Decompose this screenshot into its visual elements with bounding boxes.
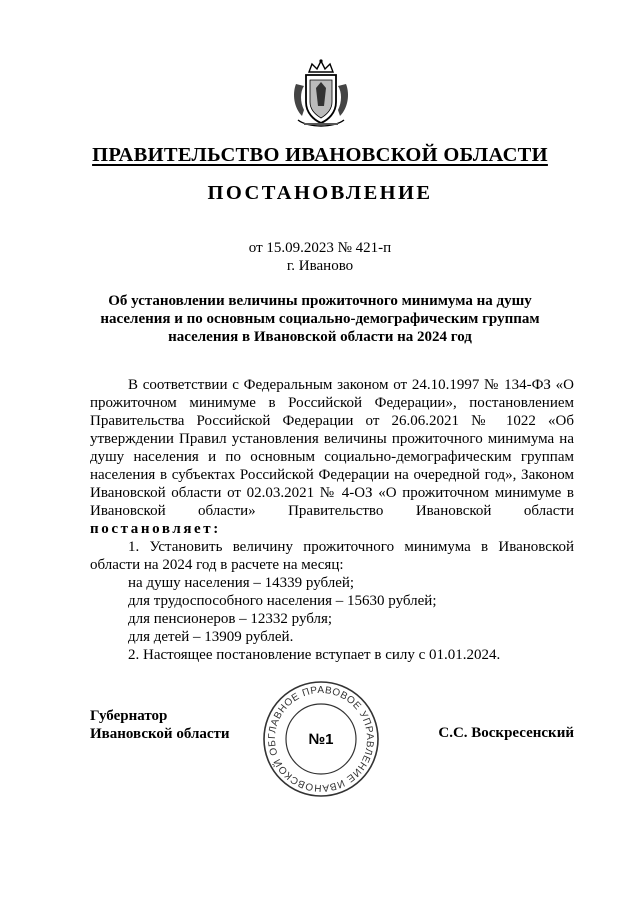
preamble-text: В соответствии с Федеральным законом от 24.10.1997 № 134-ФЗ «О прожиточном минимуме в Российской Федерации», постановлением Правительства Российской Федерации от 26.06.2021 № 1022 «Об утверждении Правил установления величины прожиточного минимума на душу населения и по основным социально-демографическим группам населения в субъектах Российской Федерации на очередной год», Законом Ивановской области от 02.03.2021 № 4-ОЗ «О прожиточном минимуме в Ивановской области» Правительство Ивановской области [90, 377, 574, 519]
seal-number: №1 [308, 731, 334, 748]
date-number: от 15.09.2023 № 421-п [248, 240, 392, 256]
document-body [90, 376, 574, 664]
item-2: 2. Настоящее постановление вступает в силу с 01.01.2024. [128, 647, 501, 663]
organization-title: ПРАВИТЕЛЬСТВО ИВАНОВСКОЙ ОБЛАСТИ [92, 144, 548, 166]
item-1: 1. Установить величину прожиточного минимума в Ивановской области на 2024 год в расчете на месяц: [90, 539, 574, 573]
city: г. Иваново [286, 258, 354, 274]
subject-line: Об установлении величины прожиточного минимума на душу [108, 293, 532, 309]
value-line: для детей – 13909 рублей. [128, 629, 294, 645]
position-line: Ивановской области [90, 726, 230, 742]
signatory-position [90, 707, 230, 743]
subject-line: населения и по основным социально-демографическим группам [100, 311, 540, 327]
signatory-name: С.С. Воскресенский [438, 725, 574, 741]
preamble-paragraph [90, 376, 574, 538]
subject-heading [90, 292, 550, 346]
value-line: для трудоспособного населения – 15630 рублей; [128, 593, 437, 609]
decree-word: постановляет: [90, 521, 221, 537]
subject-line: населения в Ивановской области на 2024 год [168, 329, 472, 345]
seal-outer-text: ГЛАВНОЕ ПРАВОВОЕ УПРАВЛЕНИЕ ИВАНОВСКОЙ ОБ [266, 684, 376, 794]
document-type: ПОСТАНОВЛЕНИЕ [207, 182, 433, 204]
value-line: на душу населения – 14339 рублей; [128, 575, 355, 591]
value-line: для пенсионеров – 12332 рубля; [128, 611, 333, 627]
coat-of-arms-icon [290, 58, 352, 130]
position-line: Губернатор [90, 708, 168, 724]
official-seal [262, 680, 380, 798]
